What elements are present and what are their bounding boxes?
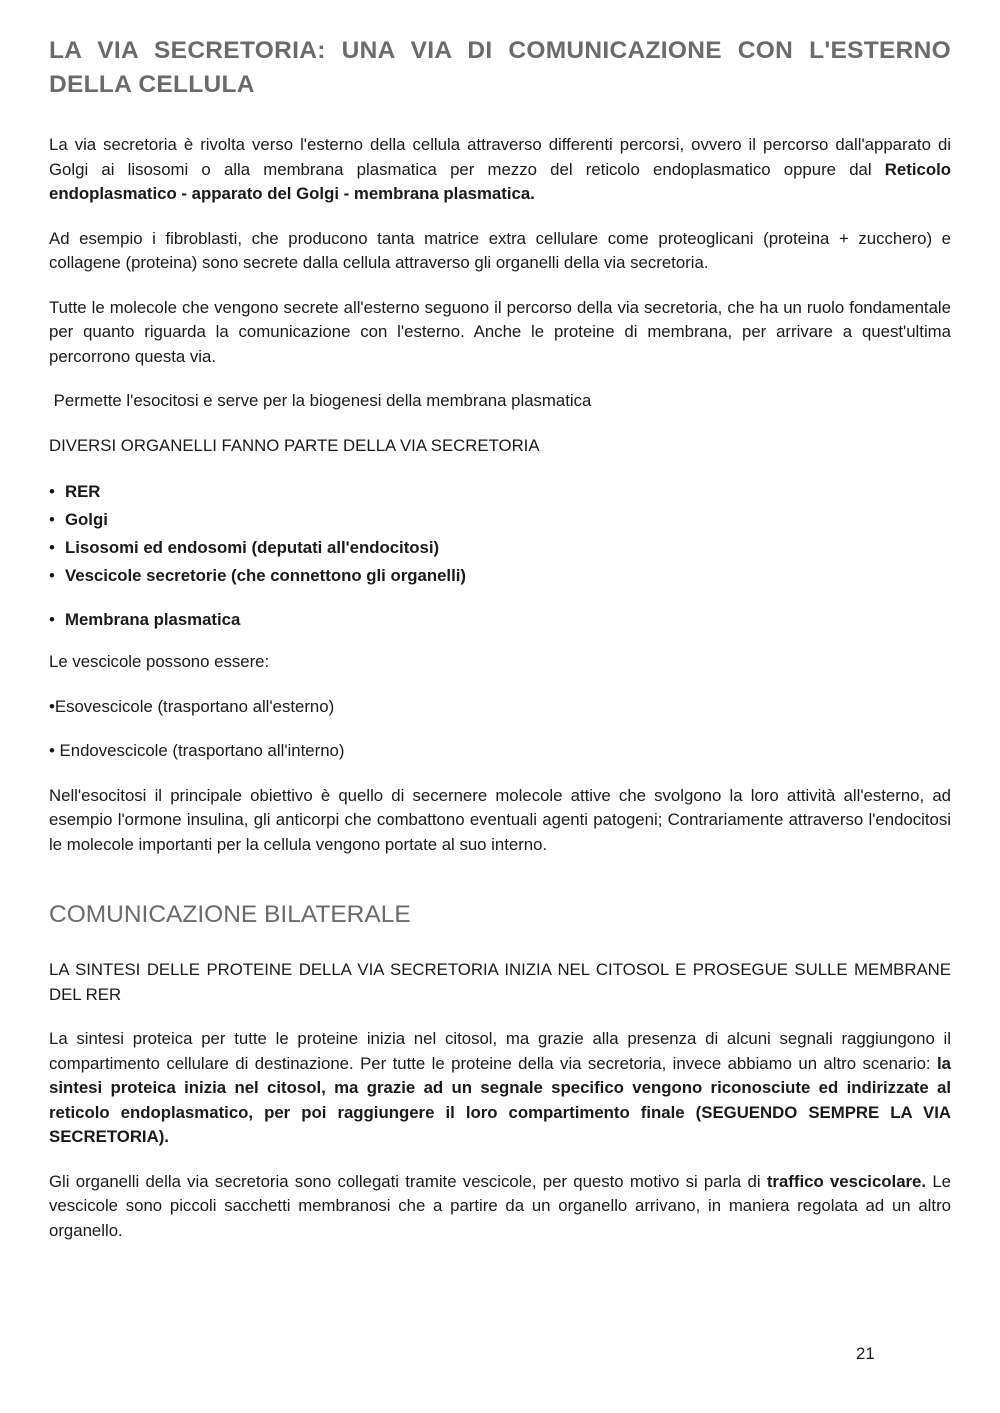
bullet-icon: •: [49, 538, 55, 557]
paragraph-molecules: Tutte le molecole che vengono secrete all'esterno seguono il percorso della via secretoria, che ha un ruolo fondamentale per quanto riguarda la comunicazione con l'esterno. Anche le proteine di membrana, per arrivare a quest'ultima percorrono questa via.: [49, 297, 951, 366]
paragraph-text: La via secretoria è rivolta verso l'esterno della cellula attraverso differenti percorsi, ovvero il percorso dall'apparato di Golgi ai lisosomi o alla membrana plasmatica per mezzo del reticolo endoplasmatico oppure dal: [49, 135, 951, 179]
paragraph-exocytosis-goal: Nell'esocitosi il principale obiettivo è quello di secernere molecole attive che svolgono la loro attività all'esterno, ad esempio l'ormone insulina, gli anticorpi che combattono eventuali agenti patogeni; Contrariamente attraverso l'endocitosi le molecole importanti per la cellula vengono portate al suo interno.: [49, 785, 951, 854]
list-item-label: Membrana plasmatica: [65, 610, 241, 629]
paragraph-bold-text: traffico vescicolare.: [766, 1171, 927, 1191]
list-item-label: Lisosomi ed endosomi (deputati all'endocitosi): [65, 538, 440, 557]
paragraph-text: Le vescicole sono piccoli sacchetti membranosi che a partire da un organello arrivano, in maniera regolata ad un altro organello.: [49, 1171, 951, 1240]
paragraph-bold-text: la sintesi proteica inizia nel citosol, ma grazie ad un segnale specifico vengono riconosciute ed indirizzate al reticolo endoplasmatico, per poi raggiungere il loro compartimento finale (SEGUENDO SEMPRE LA VIA SECRETORIA).: [49, 1053, 951, 1146]
list-item: [49, 606, 951, 634]
paragraph-exocytosis: Permette l'esocitosi e serve per la biogenesi della membrana plasmatica: [49, 391, 592, 410]
bullet-icon: •: [49, 510, 55, 529]
paragraph-exovesicles: •Esovescicole (trasportano all'esterno): [49, 696, 335, 716]
bullet-icon: •: [49, 482, 55, 501]
paragraph-fibroblasts: Ad esempio i fibroblasti, che producono tanta matrice extra cellulare come proteoglicani (proteina + zucchero) e collagene (proteina) sono secrete dalla cellula attraverso gli organelli della via secretoria.: [49, 228, 951, 272]
paragraph-text: La sintesi proteica per tutte le proteine inizia nel citosol, ma grazie alla presenza di alcuni segnali raggiungono il compartimento cellulare di destinazione. Per tutte le proteine della via secretoria, invece abbiamo un altro scenario:: [49, 1029, 951, 1073]
paragraph-vesicles: Le vescicole possono essere:: [49, 652, 270, 671]
bullet-icon: •: [49, 566, 55, 585]
section-heading: LA VIA SECRETORIA: UNA VIA DI COMUNICAZIONE CON L'ESTERNO DELLA CELLULA: [49, 37, 951, 98]
paragraph-synthesis-title: LA SINTESI DELLE PROTEINE DELLA VIA SECRETORIA INIZIA NEL CITOSOL E PROSEGUE SULLE MEMBRANE DEL RER: [49, 960, 951, 1004]
page-number: 21: [856, 1344, 875, 1363]
list-item: [49, 562, 951, 590]
paragraph-endovesicles: • Endovescicole (trasportano all'interno): [49, 741, 345, 760]
list-item: [49, 534, 951, 562]
list-item: [49, 506, 951, 534]
paragraph-traffic: [49, 1170, 951, 1244]
organelle-list-extra: [49, 606, 951, 634]
bullet-icon: •: [49, 610, 55, 629]
list-item-label: RER: [65, 482, 101, 501]
list-item: [49, 478, 951, 506]
list-item-label: Vescicole secretorie (che connettono gli organelli): [65, 566, 466, 585]
paragraph-text: Gli organelli della via secretoria sono collegati tramite vescicole, per questo motivo si parla di: [49, 1171, 767, 1191]
organelle-list: [49, 478, 951, 590]
document-page: [49, 34, 951, 1243]
section-subheading: COMUNICAZIONE BILATERALE: [49, 901, 411, 928]
paragraph-synthesis: [49, 1027, 951, 1150]
paragraph-organelles-title: DIVERSI ORGANELLI FANNO PARTE DELLA VIA SECRETORIA: [49, 435, 540, 455]
list-item-label: Golgi: [65, 510, 108, 529]
paragraph-bold-text: Reticolo endoplasmatico - apparato del Golgi - membrana plasmatica.: [49, 159, 951, 203]
paragraph-intro: [49, 133, 951, 207]
